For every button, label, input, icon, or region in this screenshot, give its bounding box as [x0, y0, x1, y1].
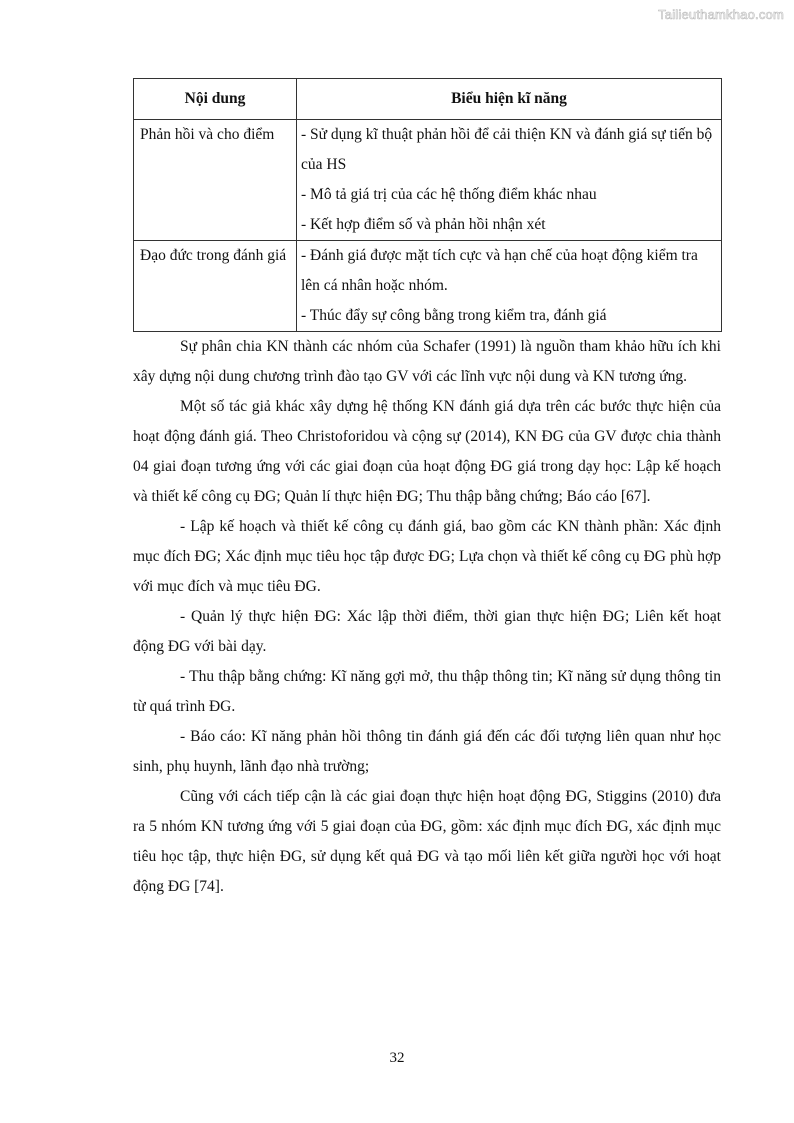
skill-item: - Mô tả giá trị của các hệ thống điểm khác nhau: [301, 186, 597, 203]
paragraph: Sự phân chia KN thành các nhóm của Schafer (1991) là nguồn tham khảo hữu ích khi xây dựng nội dung chương trình đào tạo GV với các lĩnh vực nội dung và KN tương ứng.: [133, 338, 721, 385]
skill-item: - Sử dụng kĩ thuật phản hồi để cải thiện KN và đánh giá sự tiến bộ của HS: [301, 126, 713, 173]
paragraph: - Lập kế hoạch và thiết kế công cụ đánh giá, bao gồm các KN thành phần: Xác định mục đích ĐG; Xác định mục tiêu học tập được ĐG; Lựa chọn và thiết kế công cụ ĐG phù hợp với mục đích và mục tiêu ĐG.: [133, 518, 721, 595]
row-skills-ethics: [297, 241, 722, 332]
skills-table: [133, 78, 722, 332]
table-header-row: [134, 79, 722, 120]
table-row: [134, 241, 722, 332]
paragraph: Một số tác giả khác xây dựng hệ thống KN đánh giá dựa trên các bước thực hiện của hoạt động đánh giá. Theo Christoforidou và cộng sự (2014), KN ĐG của GV được chia thành 04 giai đoạn tương ứng với các giai đoạn của hoạt động ĐG giá trong dạy học: Lập kế hoạch và thiết kế công cụ ĐG; Quản lí thực hiện ĐG; Thu thập bằng chứng; Báo cáo [67].: [133, 398, 721, 505]
row-content-ethics: Đạo đức trong đánh giá: [134, 241, 297, 332]
paragraph: - Báo cáo: Kĩ năng phản hồi thông tin đánh giá đến các đối tượng liên quan như học sinh, phụ huynh, lãnh đạo nhà trường;: [133, 728, 721, 775]
row-content-feedback-grading: Phản hồi và cho điểm: [134, 120, 297, 241]
page-number: 32: [389, 1050, 405, 1066]
skill-item: - Đánh giá được mặt tích cực và hạn chế của hoạt động kiểm tra lên cá nhân hoặc nhóm.: [301, 247, 698, 294]
body-text: [133, 332, 721, 902]
paragraph: - Quản lý thực hiện ĐG: Xác lập thời điểm, thời gian thực hiện ĐG; Liên kết hoạt động ĐG với bài dạy.: [133, 608, 721, 655]
paragraph: - Thu thập bằng chứng: Kĩ năng gợi mở, thu thập thông tin; Kĩ năng sử dụng thông tin từ quá trình ĐG.: [133, 668, 721, 715]
watermark-text: Tailieuthamkhao.com: [658, 7, 784, 22]
header-skill-expression: Biểu hiện kĩ năng: [297, 79, 722, 120]
skill-item: - Kết hợp điểm số và phản hồi nhận xét: [301, 216, 546, 233]
row-skills-feedback-grading: [297, 120, 722, 241]
paragraph: Cũng với cách tiếp cận là các giai đoạn thực hiện hoạt động ĐG, Stiggins (2010) đưa ra 5 nhóm KN tương ứng với 5 giai đoạn của ĐG, gồm: xác định mục đích ĐG, xác định mục tiêu học tập, thực hiện ĐG, sử dụng kết quả ĐG và tạo mối liên kết giữa người học với hoạt động ĐG [74].: [133, 788, 721, 895]
header-content: Nội dung: [134, 79, 297, 120]
table-row: [134, 120, 722, 241]
page-content: [133, 78, 721, 902]
skill-item: - Thúc đẩy sự công bằng trong kiểm tra, đánh giá: [301, 307, 607, 324]
